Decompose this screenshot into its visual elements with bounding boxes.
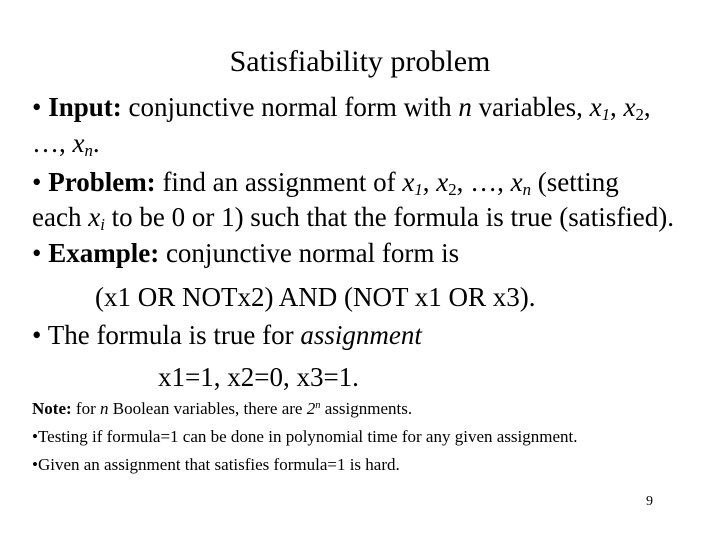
sub-2: 2 xyxy=(448,180,457,200)
problem-label: Problem: xyxy=(48,167,156,197)
given-line xyxy=(32,454,400,476)
note-text-a: for xyxy=(71,399,100,418)
sub-n: n xyxy=(522,180,531,200)
example-label: Example: xyxy=(48,238,160,268)
assignment-values: x1=1, x2=0, x3=1. xyxy=(158,362,359,392)
sub-2: 2 xyxy=(635,105,644,125)
bullet: • xyxy=(32,455,38,474)
bullet: • xyxy=(32,427,38,446)
input-text: conjunctive normal form with xyxy=(121,92,459,122)
ellipsis: …, xyxy=(32,128,73,158)
var-x1: x xyxy=(589,92,602,122)
input-line xyxy=(32,90,651,124)
bullet: • xyxy=(32,167,42,197)
bullet: • xyxy=(32,92,42,122)
problem-line-2 xyxy=(32,200,674,234)
problem-line2-a: each xyxy=(32,202,89,232)
period: . xyxy=(92,128,100,158)
var-n: n xyxy=(99,399,109,418)
problem-text-2: (setting xyxy=(530,167,619,197)
sub-1: 1 xyxy=(414,180,423,200)
problem-text: find an assignment of xyxy=(155,167,403,197)
note-label: Note: xyxy=(32,399,72,418)
comma: , xyxy=(422,167,437,197)
var-x2: x xyxy=(436,167,449,197)
bullet: • xyxy=(32,320,42,350)
input-label: Input: xyxy=(48,92,122,122)
sub-n: n xyxy=(84,141,93,161)
testing-line xyxy=(32,426,577,448)
power-exp: n xyxy=(315,400,321,412)
var-x1: x xyxy=(402,167,415,197)
var-n: n xyxy=(458,92,472,122)
var-xn: x xyxy=(72,128,85,158)
comma: , xyxy=(609,92,624,122)
problem-line xyxy=(32,165,619,199)
example-line xyxy=(32,236,459,270)
page-number: 9 xyxy=(646,494,653,509)
var-x2: x xyxy=(623,92,636,122)
example-formula: (x1 OR NOTx2) AND (NOT x1 OR x3). xyxy=(95,282,536,312)
input-text-2: variables, xyxy=(471,92,590,122)
var-xi: x xyxy=(88,202,101,232)
note-text-b: Boolean variables, there are xyxy=(108,399,307,418)
var-xn: x xyxy=(510,167,523,197)
note-line xyxy=(32,398,412,420)
assignment-text: The formula is true for xyxy=(47,320,301,350)
comma: , xyxy=(643,92,651,122)
sub-1: 1 xyxy=(601,105,610,125)
given-text: Given an assignment that satisfies formula=1 is hard. xyxy=(37,455,400,474)
assignment-emph: assignment xyxy=(300,320,422,350)
input-line-2 xyxy=(32,126,100,160)
problem-line2-b: to be 0 or 1) such that the formula is true (satisfied). xyxy=(104,202,674,232)
power-base: 2 xyxy=(306,399,316,418)
bullet: • xyxy=(32,238,42,268)
note-text-c: assignments. xyxy=(320,399,413,418)
testing-text: Testing if formula=1 can be done in polynomial time for any given assignment. xyxy=(37,427,578,446)
slide-title: Satisfiability problem xyxy=(229,45,491,78)
sub-i: i xyxy=(100,215,105,235)
ellipsis: , …, xyxy=(456,167,511,197)
assignment-line xyxy=(32,318,422,352)
example-text: conjunctive normal form is xyxy=(159,238,460,268)
